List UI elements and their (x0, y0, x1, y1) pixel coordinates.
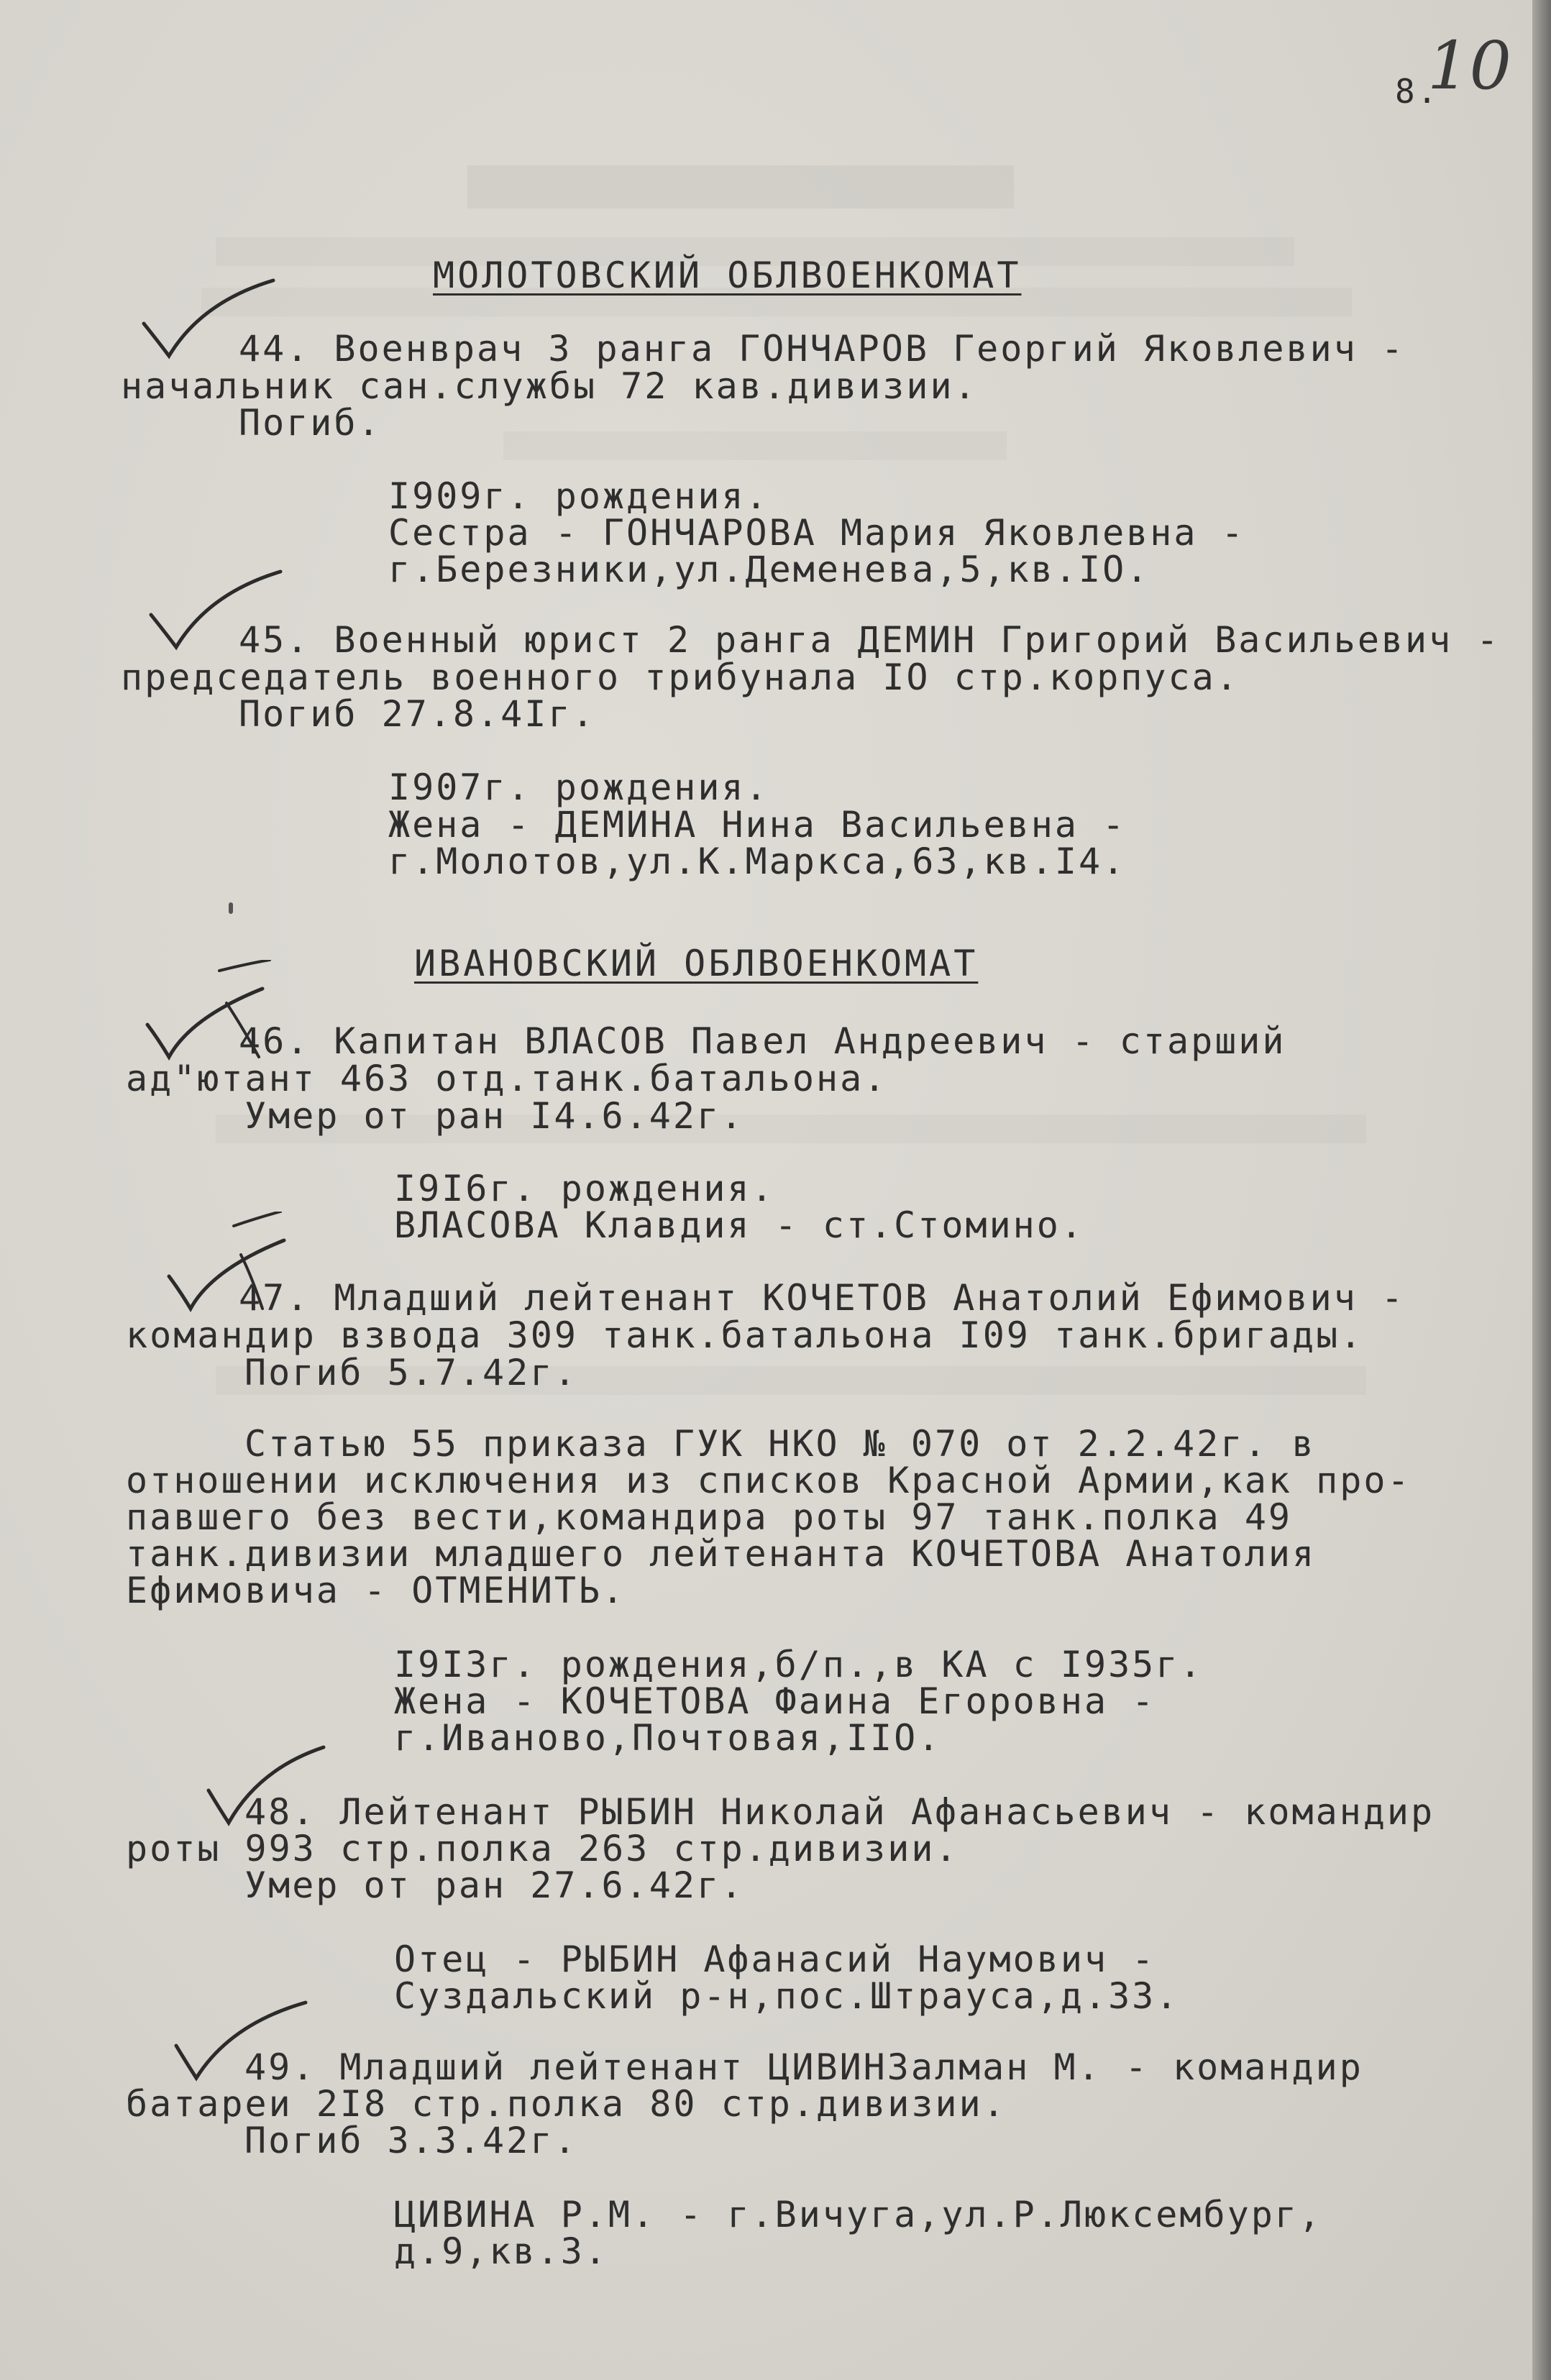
entry-45-line-1: 45. Военный юрист 2 ранга ДЕМИН Григорий Васильевич - (239, 619, 1501, 661)
entry-45-line-3: Погиб 27.8.4Iг. (239, 693, 596, 735)
entry-49-line-1: 49. Младший лейтенант ЦИВИНЗалман М. - командир (244, 2046, 1363, 2088)
entry-48-line-3: Умер от ран 27.6.42г. (244, 1864, 745, 1906)
entry-48-line-1: 48. Лейтенант РЫБИН Николай Афанасьевич - командир (244, 1791, 1435, 1833)
entry-49-line-3: Погиб 3.3.42г. (244, 2120, 578, 2161)
section-heading-ivanovo: ИВАНОВСКИЙ ОБЛВОЕНКОМАТ (414, 943, 979, 984)
entry-47-detail-3: г.Иваново,Почтовая,IIО. (394, 1717, 942, 1759)
entry-47-line-3: Погиб 5.7.42г. (244, 1352, 578, 1393)
entry-46-detail-1: I9I6г. рождения. (394, 1168, 775, 1209)
entry-48-line-2: роты 993 стр.полка 263 стр.дивизии. (126, 1828, 959, 1869)
entry-44-detail-1: I909г. рождения. (388, 475, 769, 517)
entry-48-detail-2: Суздальский р-н,пос.Штрауса,д.33. (394, 1975, 1180, 2017)
entry-44-detail-3: г.Березники,ул.Деменева,5,кв.IО. (388, 549, 1150, 590)
entry-47-detail-2: Жена - КОЧЕТОВА Фаина Егоровна - (394, 1680, 1156, 1722)
page-edge (1532, 0, 1551, 2380)
entry-46-line-2: ад"ютант 463 отд.танк.батальона. (126, 1058, 888, 1099)
entry-44-detail-2: Сестра - ГОНЧАРОВА Мария Яковлевна - (388, 512, 1245, 554)
entry-47-detail-1: I9I3г. рождения,б/п.,в КА с I935г. (394, 1644, 1204, 1685)
entry-47-note-4: танк.дивизии младшего лейтенанта КОЧЕТОВА Анатолия (126, 1533, 1317, 1575)
entry-45-detail-1: I907г. рождения. (388, 766, 769, 808)
bleed-through-shadow (503, 431, 1007, 460)
entry-49-line-2: батареи 2I8 стр.полка 80 стр.дивизии. (126, 2083, 1007, 2125)
entry-47-note-1: Статью 55 приказа ГУК НКО № 070 от 2.2.42г. в (244, 1423, 1316, 1465)
section-heading-molotov: МОЛОТОВСКИЙ ОБЛВОЕНКОМАТ (433, 255, 1022, 296)
ink-speck (229, 902, 233, 914)
entry-49-detail-1: ЦИВИНА Р.М. - г.Вичуга,ул.Р.Люксембург, (394, 2194, 1322, 2235)
page-number: 8. (1395, 72, 1440, 111)
entry-46-detail-2: ВЛАСОВА Клавдия - ст.Стомино. (394, 1204, 1084, 1246)
entry-45-detail-2: Жена - ДЕМИНА Нина Васильевна - (388, 804, 1127, 846)
entry-47-note-3: павшего без вести,командира роты 97 танк.полка 49 (126, 1496, 1293, 1538)
entry-49-detail-2: д.9,кв.3. (394, 2230, 608, 2272)
entry-47-note-5: Ефимовича - ОТМЕНИТЬ. (126, 1570, 626, 1611)
archive-page-number: 10 (1427, 27, 1512, 104)
entry-44-line-1: 44. Военврач 3 ранга ГОНЧАРОВ Георгий Яковлевич - (239, 328, 1406, 370)
entry-46-line-3: Умер от ран I4.6.42г. (244, 1095, 745, 1137)
entry-44-line-3: Погиб. (239, 402, 382, 444)
entry-47-note-2: отношении исключения из списков Красной Армии,как про- (126, 1460, 1412, 1501)
entry-47-line-2: командир взвода 309 танк.батальона I09 танк.бригады. (126, 1314, 1364, 1356)
entry-48-detail-1: Отец - РЫБИН Афанасий Наумович - (394, 1939, 1156, 1980)
entry-44-line-2: начальник сан.службы 72 кав.дивизии. (121, 365, 978, 407)
entry-45-line-2: председатель военного трибунала IО стр.корпуса. (121, 656, 1240, 698)
entry-46-line-1: 46. Капитан ВЛАСОВ Павел Андреевич - старший (239, 1020, 1286, 1062)
bleed-through-shadow (467, 165, 1014, 209)
entry-47-line-1: 47. Младший лейтенант КОЧЕТОВ Анатолий Ефимович - (239, 1277, 1406, 1319)
entry-45-detail-3: г.Молотов,ул.К.Маркса,63,кв.I4. (388, 841, 1127, 882)
